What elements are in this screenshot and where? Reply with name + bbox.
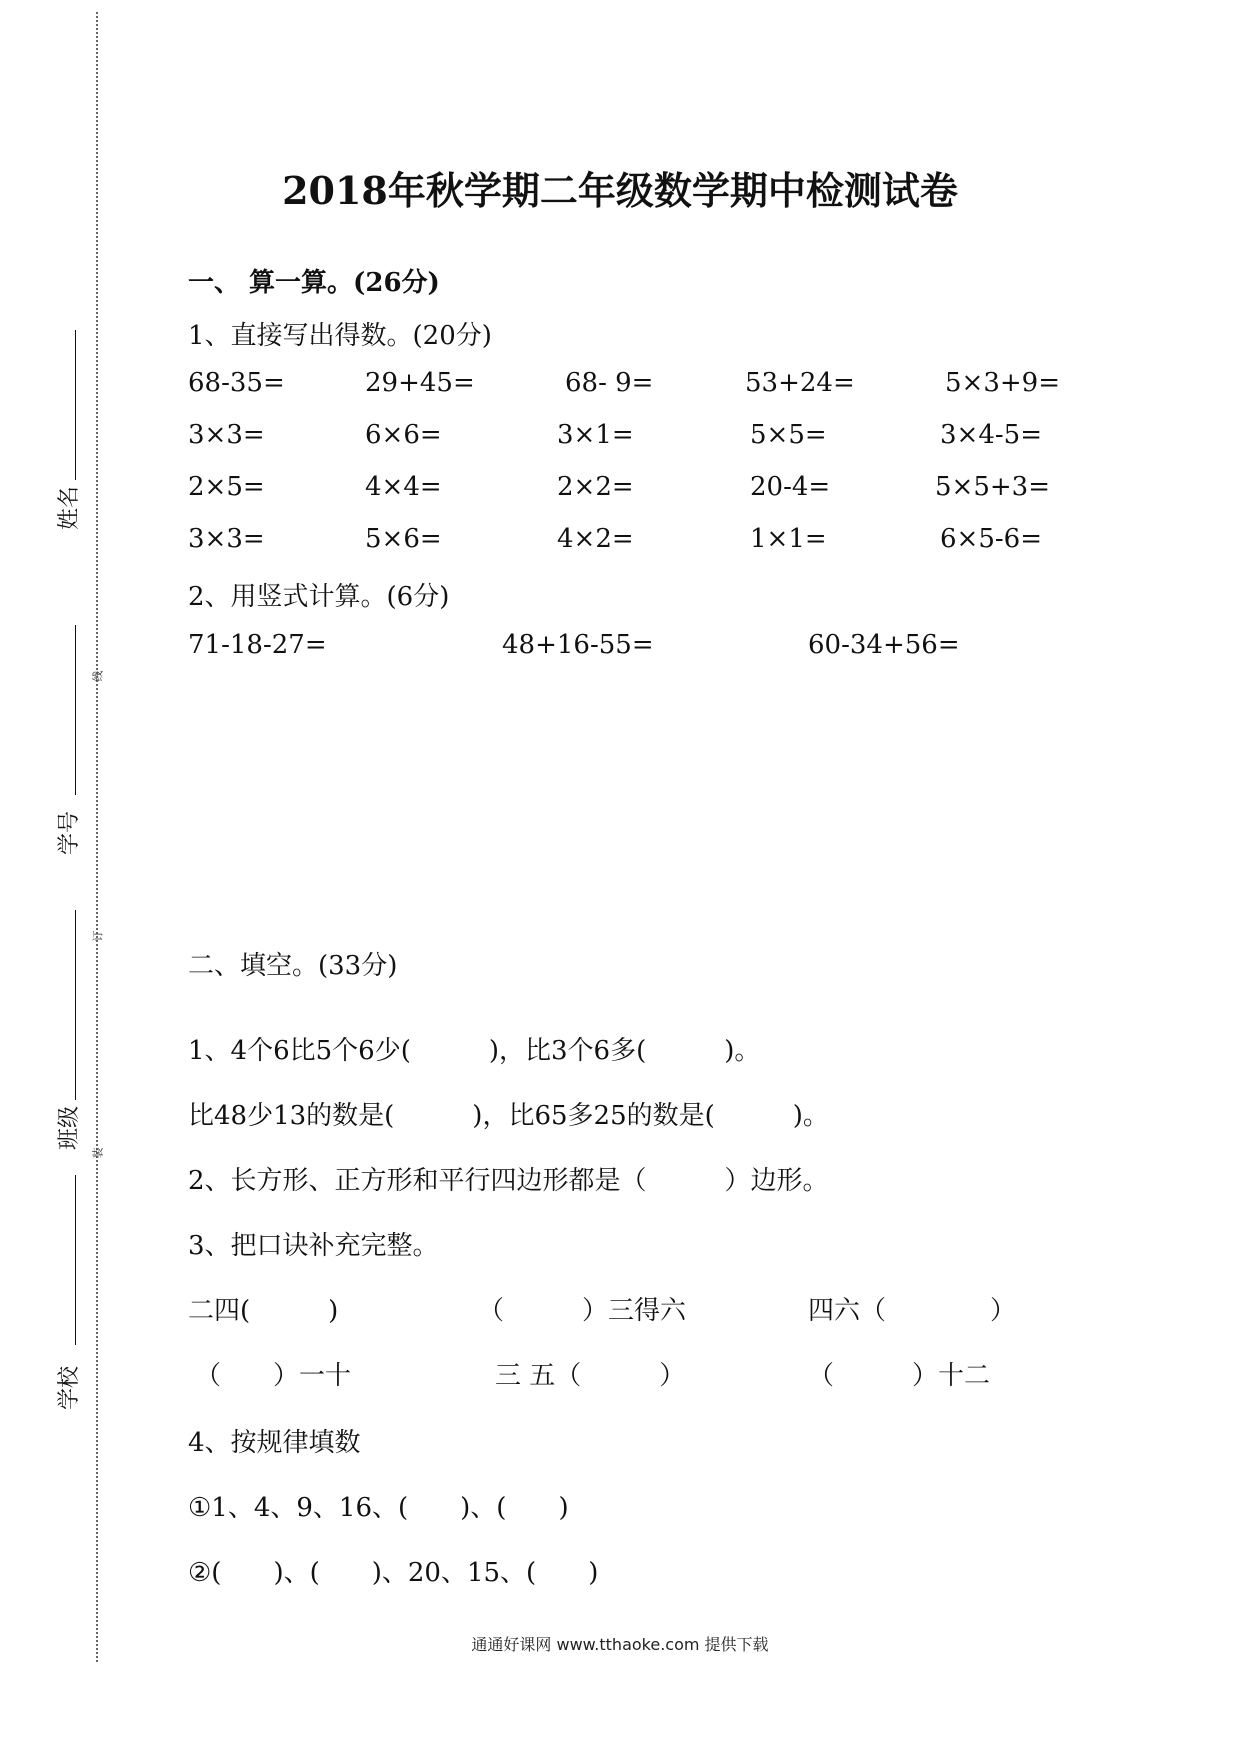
calc-item: 1×1= — [750, 524, 827, 554]
calc-item: 5×5= — [750, 420, 827, 450]
rhyme-item: 三 五（ ） — [495, 1361, 686, 1391]
name-label: 姓名 — [57, 485, 82, 530]
calc-item: 3×1= — [557, 420, 634, 450]
section2-q4-line2: ②( )、( )、20、15、( ) — [188, 1558, 599, 1588]
binding-mark-zhuang: 装 — [91, 1147, 105, 1159]
section2-q2: 2、长方形、正方形和平行四边形都是（ ）边形。 — [188, 1166, 829, 1196]
calc-item: 2×2= — [557, 472, 634, 502]
vertical-calc-item: 71-18-27= — [188, 630, 327, 660]
exam-title: 2018年秋学期二年级数学期中检测试卷 — [282, 168, 958, 213]
binding-dotted-line — [96, 12, 98, 1662]
rhyme-item: （ ）十二 — [808, 1361, 991, 1391]
section1-q1-label: 1、直接写出得数。(20分) — [188, 321, 492, 351]
calc-item: 3×3= — [188, 420, 265, 450]
calc-item: 6×6= — [365, 420, 442, 450]
class-label: 班级 — [57, 1105, 82, 1150]
calc-item: 53+24= — [745, 368, 855, 398]
binding-mark-ding: 订 — [91, 930, 105, 942]
vertical-calc-item: 60-34+56= — [808, 630, 960, 660]
calc-item: 5×5+3= — [935, 472, 1050, 502]
calc-item: 5×3+9= — [945, 368, 1060, 398]
calc-item: 3×3= — [188, 524, 265, 554]
section2-q4-line1: ①1、4、9、16、( )、( ) — [188, 1493, 569, 1523]
vertical-calc-item: 48+16-55= — [502, 630, 654, 660]
calc-item: 5×6= — [365, 524, 442, 554]
footer-credit: 通通好课网 www.tthaoke.com 提供下载 — [471, 1635, 769, 1654]
section1-heading: 一、 算一算。(26分) — [188, 268, 440, 298]
calc-item: 6×5-6= — [940, 524, 1042, 554]
section2-q4-label: 4、按规律填数 — [188, 1428, 361, 1458]
calc-item: 68- 9= — [565, 368, 654, 398]
student-number-label: 学号 — [57, 810, 82, 855]
calc-item: 4×2= — [557, 524, 634, 554]
section2-q3-label: 3、把口诀补充完整。 — [188, 1231, 439, 1261]
section2-q1-line1: 1、4个6比5个6少( )，比3个6多( )。 — [188, 1036, 761, 1066]
calc-item: 4×4= — [365, 472, 442, 502]
calc-item: 20-4= — [750, 472, 831, 502]
school-label: 学校 — [57, 1365, 82, 1410]
binding-mark-xian: 线 — [91, 670, 105, 682]
rhyme-item: 四六（ ） — [808, 1296, 1017, 1326]
calc-item: 29+45= — [365, 368, 475, 398]
calc-item: 3×4-5= — [940, 420, 1042, 450]
rhyme-item: （ ）一十 — [195, 1361, 352, 1391]
rhyme-item: 二四( ) — [188, 1296, 339, 1326]
calc-item: 68-35= — [188, 368, 285, 398]
rhyme-item: （ ）三得六 — [478, 1296, 687, 1326]
section2-heading: 二、填空。(33分) — [188, 951, 398, 981]
calc-item: 2×5= — [188, 472, 265, 502]
section2-q1-line2: 比48少13的数是( )，比65多25的数是( )。 — [188, 1101, 829, 1131]
section1-q2-label: 2、用竖式计算。(6分) — [188, 582, 450, 612]
